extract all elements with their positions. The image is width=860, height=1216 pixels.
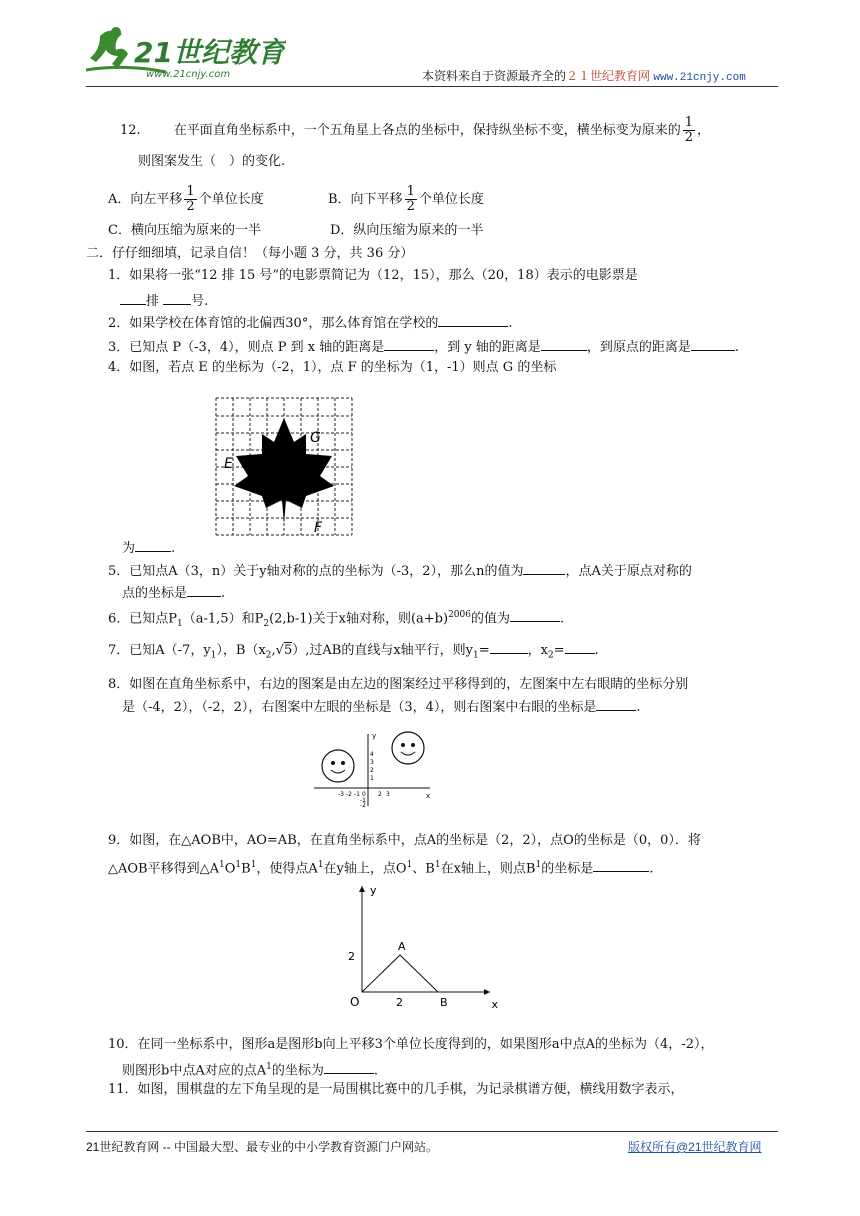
q12-option-b: B．向下平移 $\frac{1}{2}$ 个单位长度: [328, 184, 484, 214]
header-rule: [86, 86, 778, 87]
q3-blank-2[interactable]: [541, 337, 587, 351]
q5-stem-2: 点的坐标是 .: [122, 583, 225, 603]
q4-blank[interactable]: [135, 538, 171, 552]
svg-text:2: 2: [378, 791, 382, 798]
q9-triangle-figure: [340, 880, 500, 1012]
q5-blank-1[interactable]: [523, 561, 565, 575]
q1-blanks: 排 号.: [120, 291, 208, 311]
q8-stem: 8．如图在直角坐标系中，右边的图案是由左边的图案经过平移得到的，左图案中左右眼睛的坐标分别: [108, 677, 689, 692]
svg-text:2: 2: [396, 996, 403, 1009]
svg-text:-2: -2: [360, 802, 366, 808]
q3-blank-3[interactable]: [691, 337, 735, 351]
q6-blank[interactable]: [510, 608, 560, 622]
svg-text:B: B: [440, 996, 448, 1009]
q9-stem-2: △AOB平移得到$\triangle A^1O^1B^1$，使得点$A^1$在y轴上，点$O^1$、$B^1$在x轴上，则点$B^1$的坐标是 .: [108, 860, 654, 877]
tagline-site: ２１世纪教育网: [566, 69, 651, 83]
svg-text:0: 0: [362, 791, 366, 798]
svg-text:x: x: [491, 998, 498, 1011]
q3-blank-1[interactable]: [384, 337, 434, 351]
footer-copyright-link[interactable]: 版权所有@21世纪教育网: [628, 1140, 762, 1154]
q5-blank-2[interactable]: [187, 583, 221, 597]
site-logo: [86, 22, 286, 84]
q4-maple-leaf-figure: [214, 396, 354, 538]
q6-stem: 6．已知点$P_1(a-1,5)$和$P_2(2,b-1)$关于x轴对称，则$(a+b)^{2006}$的值为 .: [108, 610, 565, 629]
section-title: 二．仔仔细细填，记录自信！（每小题 3 分，共 36 分）: [86, 246, 414, 261]
tagline-text: 本资料来自于资源最齐全的: [422, 69, 567, 83]
q9-stem: 9．如图，在△AOB中，AO=AB，在直角坐标系中，点A的坐标是（2，2），点O的坐标是（0，0）．将: [108, 833, 701, 848]
svg-text:4: 4: [370, 751, 374, 758]
q7-stem: 7．已知A（-7，$y_1$），$B(x_2,√5)$,过AB的直线与x轴平行，则$y_1=$ ，$x_2=$ .: [108, 640, 599, 665]
q12-option-d: D．纵向压缩为原来的一半: [330, 223, 484, 238]
q10-stem-2: 则图形b中点A对应的点$A^1$的坐标为 .: [122, 1062, 378, 1079]
q12-stem: 12. 在平面直角坐标系中，一个五角星上各点的坐标中，保持纵坐标不变，横坐标变为原来的 $\frac{1}{2}$ ，: [120, 115, 711, 145]
q12-option-a: A．向左平移 $\frac{1}{2}$ 个单位长度: [108, 184, 264, 214]
svg-text:www.21cnjy.com: www.21cnjy.com: [146, 69, 231, 80]
q1-stem: 1．如果将一张“12 排 15 号”的电影票简记为（12，15），那么（20，18）表示的电影票是: [108, 268, 638, 283]
q7-blank-y1[interactable]: [490, 640, 528, 654]
footer-left: 21世纪教育网 -- 中国最大型、最专业的中小学教育资源门户网站。: [86, 1140, 439, 1154]
q7-blank-x2[interactable]: [565, 640, 595, 654]
label-f: F: [314, 520, 323, 536]
q5-stem: 5．已知点A（3，n）关于y轴对称的点的坐标为（-3，2），那么n的值为 ，点A关于原点对称的: [108, 561, 692, 581]
svg-text:2: 2: [370, 767, 374, 774]
label-g: G: [310, 430, 321, 446]
svg-text:O: O: [350, 995, 360, 1009]
svg-text:A: A: [398, 940, 406, 953]
q2-stem: 2．如果学校在体育馆的北偏西30°，那么体育馆在学校的 .: [108, 313, 512, 333]
q8-stem-2: 是（-4，2），（-2，2），右图案中左眼的坐标是（3，4），则右图案中右眼的坐标是 .: [122, 697, 641, 717]
svg-text:y: y: [370, 884, 377, 897]
q1-blank-row[interactable]: [120, 291, 146, 305]
left-smiley-face: [322, 750, 354, 782]
q9-blank[interactable]: [593, 858, 649, 872]
header-tagline: [422, 67, 746, 84]
q12-fraction: $\frac{1}{2}$: [684, 115, 694, 145]
q8-smiley-figure: [310, 728, 434, 808]
svg-text:-3: -3: [338, 791, 344, 798]
triangle-aob: [362, 955, 438, 992]
svg-text:x: x: [426, 792, 431, 800]
svg-text:2: 2: [348, 950, 355, 963]
label-e: E: [224, 456, 233, 472]
q11-stem: 11．如图，围棋盘的左下角呈现的是一局围棋比赛中的几手棋，为记录棋谱方便，横线用数字表示，: [108, 1082, 684, 1097]
svg-text:1: 1: [370, 775, 374, 782]
right-smiley-face: [392, 732, 424, 764]
svg-text:-1: -1: [354, 791, 360, 798]
sqrt-symbol: √: [275, 643, 284, 658]
svg-text:3: 3: [370, 759, 374, 766]
q2-blank[interactable]: [438, 313, 508, 327]
svg-text:3: 3: [386, 791, 390, 798]
svg-text:21世纪教育: 21世纪教育: [134, 36, 285, 69]
tagline-url[interactable]: www.21cnjy.com: [653, 72, 746, 84]
q4-stem: 4．如图，若点 E 的坐标为（-2，1），点 F 的坐标为（1，-1）则点 G 的坐标: [108, 360, 557, 375]
q12-stem-2: 则图案发生（ ）的变化.: [138, 154, 286, 169]
svg-text:-2: -2: [346, 791, 352, 798]
q10-blank[interactable]: [324, 1060, 374, 1074]
q1-blank-seat[interactable]: [163, 291, 191, 305]
logo-runner-icon: [86, 22, 286, 84]
svg-text:y: y: [372, 732, 377, 740]
q8-blank[interactable]: [596, 697, 636, 711]
q3-stem: 3．已知点 P（-3，4），则点 P 到 x 轴的距离是 ，到 y 轴的距离是 ，到原点的距离是 .: [108, 337, 739, 357]
q10-stem: 10．在同一坐标系中，图形a是图形b向上平移3个单位长度得到的，如果图形a中点A的坐标为（4，-2），: [108, 1037, 714, 1052]
q4-answer: 为 .: [122, 538, 175, 558]
svg-text:-1: -1: [360, 797, 366, 804]
footer-rule: [86, 1131, 778, 1132]
q12-option-c: C．横向压缩为原来的一半: [108, 223, 261, 238]
